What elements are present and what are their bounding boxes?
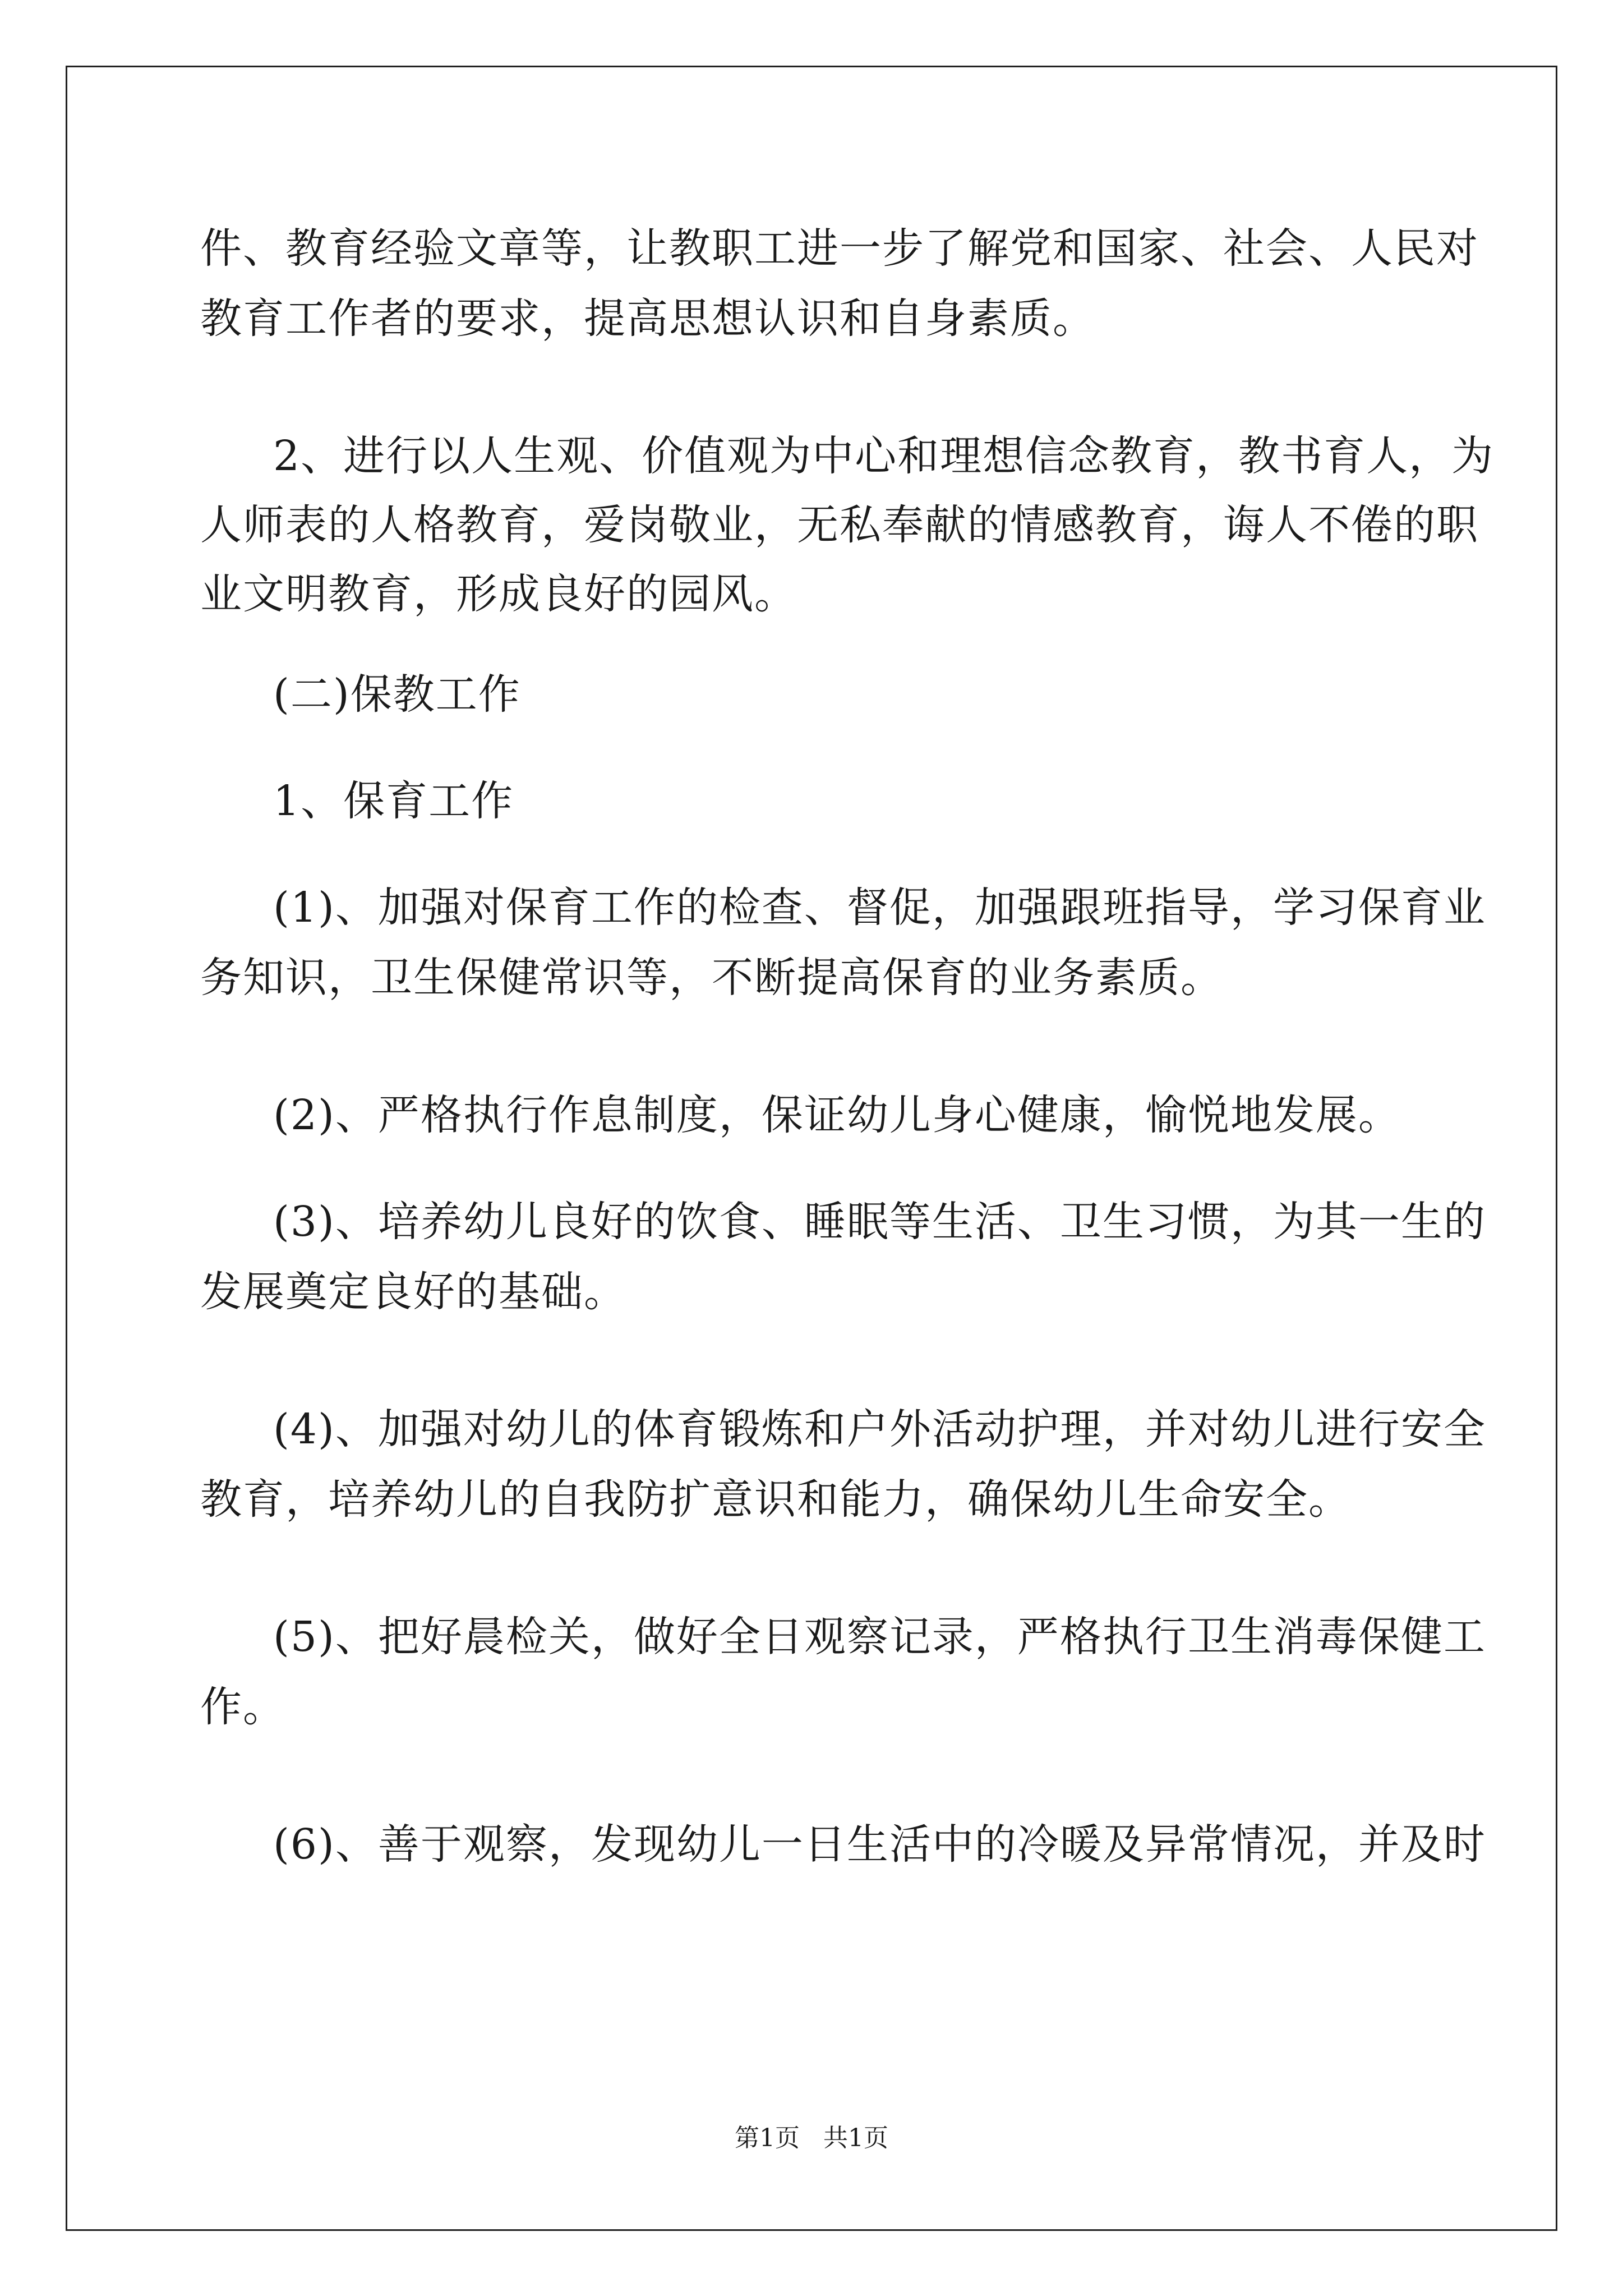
paragraph-start-line: (2)、严格执行作息制度，保证幼儿身心健康，愉悦地发展。: [273, 1091, 1401, 1139]
text-line: 人师表的人格教育，爱岗敬业，无私奉献的情感教育，诲人不倦的职: [200, 501, 1479, 549]
paragraph-start-line: (1)、加强对保育工作的检查、督促，加强跟班指导，学习保育业: [273, 884, 1486, 932]
text-line: 件、教育经验文章等，让教职工进一步了解党和国家、社会、人民对: [200, 224, 1479, 273]
text-line: 务知识，卫生保健常识等，不断提高保育的业务素质。: [200, 954, 1223, 1002]
section-heading: (二)保教工作: [273, 670, 521, 719]
paragraph-start-line: (3)、培养幼儿良好的饮食、睡眠等生活、卫生习惯，为其一生的: [273, 1198, 1486, 1246]
paragraph-start-line: (4)、加强对幼儿的体育锻炼和户外活动护理，并对幼儿进行安全: [273, 1405, 1486, 1453]
page-footer: 第1页 共1页: [735, 2124, 888, 2152]
text-line: 发展奠定良好的基础。: [200, 1268, 626, 1316]
subsection-heading: 1、保育工作: [273, 777, 514, 825]
text-line: 教育工作者的要求，提高思想认识和自身素质。: [200, 295, 1095, 343]
page-border: [66, 66, 1557, 2231]
text-line: 作。: [200, 1683, 285, 1731]
paragraph-start-line: (6)、善于观察，发现幼儿一日生活中的冷暖及异常情况，并及时: [273, 1820, 1486, 1869]
text-line: 教育，培养幼儿的自我防扩意识和能力，确保幼儿生命安全。: [200, 1475, 1351, 1524]
paragraph-start-line: (5)、把好晨检关，做好全日观察记录，严格执行卫生消毒保健工: [273, 1613, 1486, 1661]
paragraph-start-line: 2、进行以人生观、价值观为中心和理想信念教育，教书育人，为: [273, 432, 1495, 480]
text-line: 业文明教育，形成良好的园风。: [200, 570, 797, 618]
